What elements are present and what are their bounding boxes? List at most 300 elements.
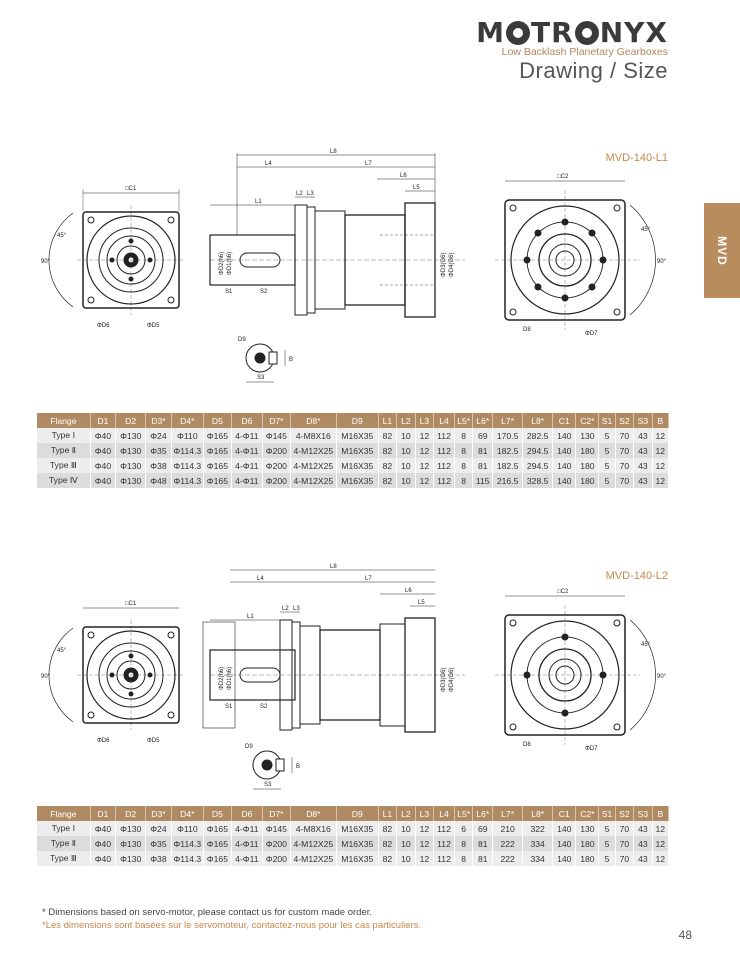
table-cell: 70 [615, 458, 634, 473]
table-cell: Φ165 [204, 836, 232, 851]
svg-text:ΦD2(h6): ΦD2(h6) [219, 251, 225, 275]
column-header: D9 [336, 806, 378, 821]
table-cell: 43 [634, 821, 653, 836]
spec-table-header [37, 413, 669, 428]
table-cell: 112 [434, 473, 455, 488]
table-cell: 5 [599, 458, 615, 473]
table-cell: 10 [397, 443, 416, 458]
table-cell: 180 [576, 458, 599, 473]
row-label: Type Ⅲ [37, 851, 90, 866]
svg-text:ΦD1(h6): ΦD1(h6) [227, 666, 233, 690]
table-cell: 82 [378, 443, 397, 458]
svg-text:L7: L7 [365, 576, 372, 582]
svg-text:ΦD7: ΦD7 [585, 331, 598, 337]
svg-text:90°: 90° [657, 259, 667, 265]
table-cell: 4-M12X25 [290, 851, 336, 866]
row-label: Type Ⅰ [37, 821, 90, 836]
column-header: S2 [615, 806, 634, 821]
table-cell: Φ165 [204, 821, 232, 836]
svg-text:D9: D9 [245, 744, 253, 750]
column-header: L8* [523, 806, 553, 821]
column-header: D5 [204, 413, 232, 428]
table-cell: 70 [615, 428, 634, 443]
table-cell: 69 [473, 821, 493, 836]
column-header: Flange [37, 806, 90, 821]
table-cell: 182.5 [493, 443, 523, 458]
table-cell: 4-M12X25 [290, 473, 336, 488]
table-cell: 43 [634, 428, 653, 443]
table-cell: Φ48 [146, 473, 171, 488]
table-cell: M16X35 [336, 428, 378, 443]
column-header: D7* [262, 806, 290, 821]
table-cell: 222 [493, 851, 523, 866]
svg-text:90°: 90° [41, 674, 51, 680]
table-cell: 140 [553, 851, 576, 866]
column-header: S1 [599, 806, 615, 821]
column-header: L3 [415, 806, 434, 821]
table-cell: 322 [523, 821, 553, 836]
table-cell: Φ24 [146, 821, 171, 836]
column-header: S3 [634, 806, 653, 821]
table-cell: 8 [454, 851, 473, 866]
table-cell: 12 [652, 458, 668, 473]
svg-text:L5: L5 [413, 185, 420, 191]
table-cell: M16X35 [336, 836, 378, 851]
row-label: Type Ⅰ [37, 428, 90, 443]
table-cell: 4-Φ11 [231, 458, 262, 473]
column-header: S2 [615, 413, 634, 428]
row-label: Type Ⅲ [37, 458, 90, 473]
table-cell: 112 [434, 428, 455, 443]
table-cell: 12 [652, 443, 668, 458]
model-label-2: MVD-140-L2 [605, 570, 668, 582]
table-cell: Φ200 [262, 443, 290, 458]
table-cell: 10 [397, 458, 416, 473]
table-cell: 70 [615, 443, 634, 458]
svg-text:L1: L1 [255, 199, 262, 205]
table-cell: Φ200 [262, 836, 290, 851]
table-cell: Φ40 [90, 473, 115, 488]
table-cell: 140 [553, 428, 576, 443]
table-cell: 5 [599, 821, 615, 836]
table-row [37, 473, 669, 488]
side-view [210, 203, 465, 317]
column-header: D9 [336, 413, 378, 428]
table-cell: M16X35 [336, 473, 378, 488]
table-cell: 81 [473, 443, 493, 458]
table-cell: 328.5 [523, 473, 553, 488]
table-cell: 69 [473, 428, 493, 443]
svg-text:L1: L1 [247, 614, 254, 620]
column-header: S1 [599, 413, 615, 428]
svg-text:ΦD4(G6): ΦD4(G6) [449, 252, 455, 277]
svg-text:90°: 90° [657, 674, 667, 680]
svg-text:S1: S1 [225, 289, 233, 295]
table-row [37, 821, 669, 836]
column-header: Flange [37, 413, 90, 428]
table-cell: Φ165 [204, 851, 232, 866]
table-cell: Φ114.3 [171, 851, 203, 866]
table-cell: 294.5 [523, 443, 553, 458]
column-header: L4 [434, 806, 455, 821]
table-cell: Φ40 [90, 836, 115, 851]
table-cell: 210 [493, 821, 523, 836]
table-cell: M16X35 [336, 821, 378, 836]
column-header: L8* [523, 413, 553, 428]
table-cell: 4-Φ11 [231, 428, 262, 443]
table-cell: 82 [378, 473, 397, 488]
table-cell: 70 [615, 851, 634, 866]
svg-text:L8: L8 [330, 149, 337, 155]
table-cell: 43 [634, 851, 653, 866]
column-header: L6* [473, 806, 493, 821]
table-cell: 4-Φ11 [231, 821, 262, 836]
table-cell: 81 [473, 836, 493, 851]
table-cell: Φ165 [204, 443, 232, 458]
svg-text:B: B [289, 357, 294, 363]
column-header: L3 [415, 413, 434, 428]
row-label: Type Ⅱ [37, 836, 90, 851]
gear-o-icon [575, 21, 599, 45]
table-cell: 4-M8X16 [290, 821, 336, 836]
table-cell: Φ35 [146, 443, 171, 458]
column-header: L5* [454, 806, 473, 821]
table-cell: 10 [397, 821, 416, 836]
column-header: L5* [454, 413, 473, 428]
table-cell: Φ35 [146, 836, 171, 851]
table-cell: Φ130 [116, 836, 146, 851]
column-header: D3* [146, 413, 171, 428]
table-cell: 182.5 [493, 458, 523, 473]
table-cell: 4-Φ11 [231, 443, 262, 458]
table-cell: 140 [553, 821, 576, 836]
table-cell: 130 [576, 428, 599, 443]
footnote-fr: *Les dimensions sont basées sur le servomoteur, contactez-nous pour les cas particuliers. [42, 920, 422, 931]
table-cell: 112 [434, 851, 455, 866]
svg-text:45°: 45° [641, 642, 651, 648]
svg-text:L2: L2 [282, 606, 289, 612]
section-tab[interactable]: MVD [704, 203, 740, 298]
svg-text:S1: S1 [225, 704, 233, 710]
column-header: D2 [116, 413, 146, 428]
table-cell: M16X35 [336, 458, 378, 473]
svg-text:D8: D8 [523, 327, 531, 333]
column-header: D7* [262, 413, 290, 428]
table-cell: 8 [454, 443, 473, 458]
svg-text:45°: 45° [57, 233, 67, 239]
column-header: C1 [553, 806, 576, 821]
table-cell: Φ130 [116, 473, 146, 488]
svg-text:ΦD4(G6): ΦD4(G6) [449, 667, 455, 692]
table-cell: Φ130 [116, 458, 146, 473]
table-cell: 334 [523, 851, 553, 866]
table-cell: 12 [652, 428, 668, 443]
table-cell: 170.5 [493, 428, 523, 443]
svg-text:ΦD1(h6): ΦD1(h6) [227, 251, 233, 275]
table-cell: 140 [553, 473, 576, 488]
table-cell: 43 [634, 836, 653, 851]
table-cell: M16X35 [336, 443, 378, 458]
table-cell: Φ114.3 [171, 473, 203, 488]
table-cell: Φ110 [171, 428, 203, 443]
column-header: B [652, 806, 668, 821]
column-header: D4* [171, 806, 203, 821]
table-row [37, 443, 669, 458]
page-number: 48 [678, 928, 692, 942]
table-cell: 12 [415, 458, 434, 473]
table-cell: 5 [599, 851, 615, 866]
shaft-section [253, 751, 292, 789]
column-header: L6* [473, 413, 493, 428]
column-header: D6 [231, 413, 262, 428]
table-cell: 8 [454, 428, 473, 443]
table-cell: 8 [454, 473, 473, 488]
table-cell: Φ114.3 [171, 458, 203, 473]
column-header: D4* [171, 413, 203, 428]
table-cell: 4-Φ11 [231, 473, 262, 488]
column-header: C2* [576, 806, 599, 821]
table-cell: 294.5 [523, 458, 553, 473]
table-cell: 8 [454, 836, 473, 851]
column-header: D6 [231, 806, 262, 821]
table-cell: 12 [652, 836, 668, 851]
svg-text:D8: D8 [523, 742, 531, 748]
front-view-input [495, 596, 656, 745]
svg-text:L8: L8 [330, 564, 337, 570]
svg-text:L4: L4 [265, 161, 272, 167]
table-cell: 70 [615, 821, 634, 836]
column-header: D5 [204, 806, 232, 821]
svg-text:L6: L6 [405, 588, 412, 594]
table-cell: Φ40 [90, 851, 115, 866]
table-cell: 140 [553, 836, 576, 851]
table-cell: 12 [415, 473, 434, 488]
table-cell: 12 [652, 851, 668, 866]
table-cell: 81 [473, 851, 493, 866]
table-cell: 43 [634, 458, 653, 473]
table-cell: 10 [397, 428, 416, 443]
table-cell: Φ40 [90, 428, 115, 443]
table-cell: 4-M8X16 [290, 428, 336, 443]
svg-text:□C2: □C2 [557, 174, 569, 180]
table-cell: Φ145 [262, 428, 290, 443]
svg-text:L3: L3 [307, 191, 314, 197]
table-cell: 180 [576, 443, 599, 458]
svg-text:L2: L2 [296, 191, 303, 197]
table-cell: 10 [397, 836, 416, 851]
page-title: Drawing / Size [519, 58, 668, 83]
svg-text:L6: L6 [400, 173, 407, 179]
row-label: Type Ⅳ [37, 473, 90, 488]
column-header: L1 [378, 413, 397, 428]
row-label: Type Ⅱ [37, 443, 90, 458]
table-cell: 43 [634, 443, 653, 458]
table-cell: 115 [473, 473, 493, 488]
table-cell: 82 [378, 851, 397, 866]
table-cell: 180 [576, 836, 599, 851]
table-cell: Φ38 [146, 851, 171, 866]
table-cell: Φ165 [204, 473, 232, 488]
table-cell: Φ40 [90, 458, 115, 473]
table-cell: 4-Φ11 [231, 851, 262, 866]
table-cell: Φ38 [146, 458, 171, 473]
svg-text:ΦD3(G6): ΦD3(G6) [441, 252, 447, 277]
front-view-output [49, 608, 185, 730]
table-cell: 222 [493, 836, 523, 851]
brand-tagline: Low Backlash Planetary Gearboxes [501, 46, 668, 58]
column-header: D1 [90, 806, 115, 821]
table-cell: 12 [652, 821, 668, 836]
column-header: L1 [378, 806, 397, 821]
table-cell: 82 [378, 428, 397, 443]
table-cell: Φ200 [262, 851, 290, 866]
table-cell: 4-Φ11 [231, 836, 262, 851]
technical-drawing-1 [25, 145, 675, 385]
table-cell: 130 [576, 821, 599, 836]
table-cell: 5 [599, 428, 615, 443]
table-row [37, 458, 669, 473]
column-header: L7* [493, 806, 523, 821]
table-cell: Φ200 [262, 473, 290, 488]
front-view-input [495, 181, 656, 330]
technical-drawing-2 [25, 560, 675, 800]
column-header: L4 [434, 413, 455, 428]
column-header: C2* [576, 413, 599, 428]
table-cell: 70 [615, 473, 634, 488]
table-cell: 334 [523, 836, 553, 851]
table-cell: 8 [454, 458, 473, 473]
table-cell: 10 [397, 851, 416, 866]
svg-text:L7: L7 [365, 161, 372, 167]
svg-text:□C1: □C1 [125, 186, 137, 192]
table-cell: 43 [634, 473, 653, 488]
table-cell: 140 [553, 458, 576, 473]
column-header: D1 [90, 413, 115, 428]
table-cell: M16X35 [336, 851, 378, 866]
footnote-en: * Dimensions based on servo-motor, please contact us for custom made order. [42, 907, 373, 918]
table-cell: 216.5 [493, 473, 523, 488]
spec-table-2 [37, 806, 669, 866]
svg-text:ΦD5: ΦD5 [147, 738, 160, 744]
svg-text:ΦD7: ΦD7 [585, 746, 598, 752]
brand-block [476, 18, 668, 58]
table-cell: Φ130 [116, 428, 146, 443]
table-cell: Φ24 [146, 428, 171, 443]
table-cell: 81 [473, 458, 493, 473]
table-cell: 282.5 [523, 428, 553, 443]
column-header: D8* [290, 413, 336, 428]
table-cell: 70 [615, 836, 634, 851]
front-view-output [49, 189, 185, 315]
column-header: L2 [397, 413, 416, 428]
table-row [37, 851, 669, 866]
column-header: D3* [146, 806, 171, 821]
table-cell: Φ145 [262, 821, 290, 836]
table-cell: 5 [599, 836, 615, 851]
svg-text:ΦD5: ΦD5 [147, 323, 160, 329]
table-cell: Φ40 [90, 821, 115, 836]
svg-text:ΦD3(G6): ΦD3(G6) [441, 667, 447, 692]
svg-text:L4: L4 [257, 576, 264, 582]
table-cell: Φ130 [116, 821, 146, 836]
column-header: D2 [116, 806, 146, 821]
brand-logo: M TR NYX [476, 16, 668, 49]
table-cell: 12 [415, 428, 434, 443]
table-cell: 112 [434, 821, 455, 836]
table-cell: 4-M12X25 [290, 458, 336, 473]
spec-table-1 [37, 413, 669, 488]
table-cell: Φ114.3 [171, 443, 203, 458]
column-header: S3 [634, 413, 653, 428]
table-cell: 112 [434, 443, 455, 458]
svg-text:B: B [296, 764, 301, 770]
svg-text:L3: L3 [293, 606, 300, 612]
table-cell: 6 [454, 821, 473, 836]
table-cell: 12 [415, 443, 434, 458]
svg-text:ΦD6: ΦD6 [97, 323, 110, 329]
table-cell: 180 [576, 851, 599, 866]
table-cell: Φ165 [204, 458, 232, 473]
table-cell: 12 [415, 851, 434, 866]
svg-text:45°: 45° [57, 648, 67, 654]
table-cell: 12 [415, 836, 434, 851]
svg-text:ΦD2(h6): ΦD2(h6) [219, 666, 225, 690]
svg-text:S2: S2 [260, 704, 268, 710]
column-header: B [652, 413, 668, 428]
column-header: L2 [397, 806, 416, 821]
shaft-section [246, 344, 285, 382]
gear-o-icon [506, 21, 530, 45]
table-row [37, 836, 669, 851]
table-cell: Φ110 [171, 821, 203, 836]
table-cell: 180 [576, 473, 599, 488]
table-cell: 82 [378, 821, 397, 836]
table-row [37, 428, 669, 443]
table-cell: Φ130 [116, 851, 146, 866]
column-header: L7* [493, 413, 523, 428]
svg-text:45°: 45° [641, 227, 651, 233]
table-cell: Φ130 [116, 443, 146, 458]
table-cell: 112 [434, 836, 455, 851]
table-cell: Φ114.3 [171, 836, 203, 851]
table-cell: 5 [599, 443, 615, 458]
table-cell: Φ200 [262, 458, 290, 473]
svg-text:90°: 90° [41, 259, 51, 265]
model-label-1: MVD-140-L1 [605, 152, 668, 164]
svg-text:S3: S3 [257, 375, 265, 381]
column-header: D8* [290, 806, 336, 821]
svg-text:ΦD6: ΦD6 [97, 738, 110, 744]
table-cell: 4-M12X25 [290, 443, 336, 458]
table-cell: Φ40 [90, 443, 115, 458]
table-cell: 82 [378, 458, 397, 473]
svg-text:□C1: □C1 [125, 601, 137, 607]
side-view [203, 618, 465, 732]
table-cell: 4-M12X25 [290, 836, 336, 851]
svg-text:S3: S3 [264, 782, 272, 788]
svg-text:□C2: □C2 [557, 589, 569, 595]
table-cell: 12 [415, 821, 434, 836]
column-header: C1 [553, 413, 576, 428]
table-cell: 140 [553, 443, 576, 458]
spec-table-header [37, 806, 669, 821]
table-cell: 82 [378, 836, 397, 851]
svg-text:L5: L5 [418, 600, 425, 606]
table-cell: 12 [652, 473, 668, 488]
table-cell: 10 [397, 473, 416, 488]
svg-text:D9: D9 [238, 337, 246, 343]
table-cell: 5 [599, 473, 615, 488]
